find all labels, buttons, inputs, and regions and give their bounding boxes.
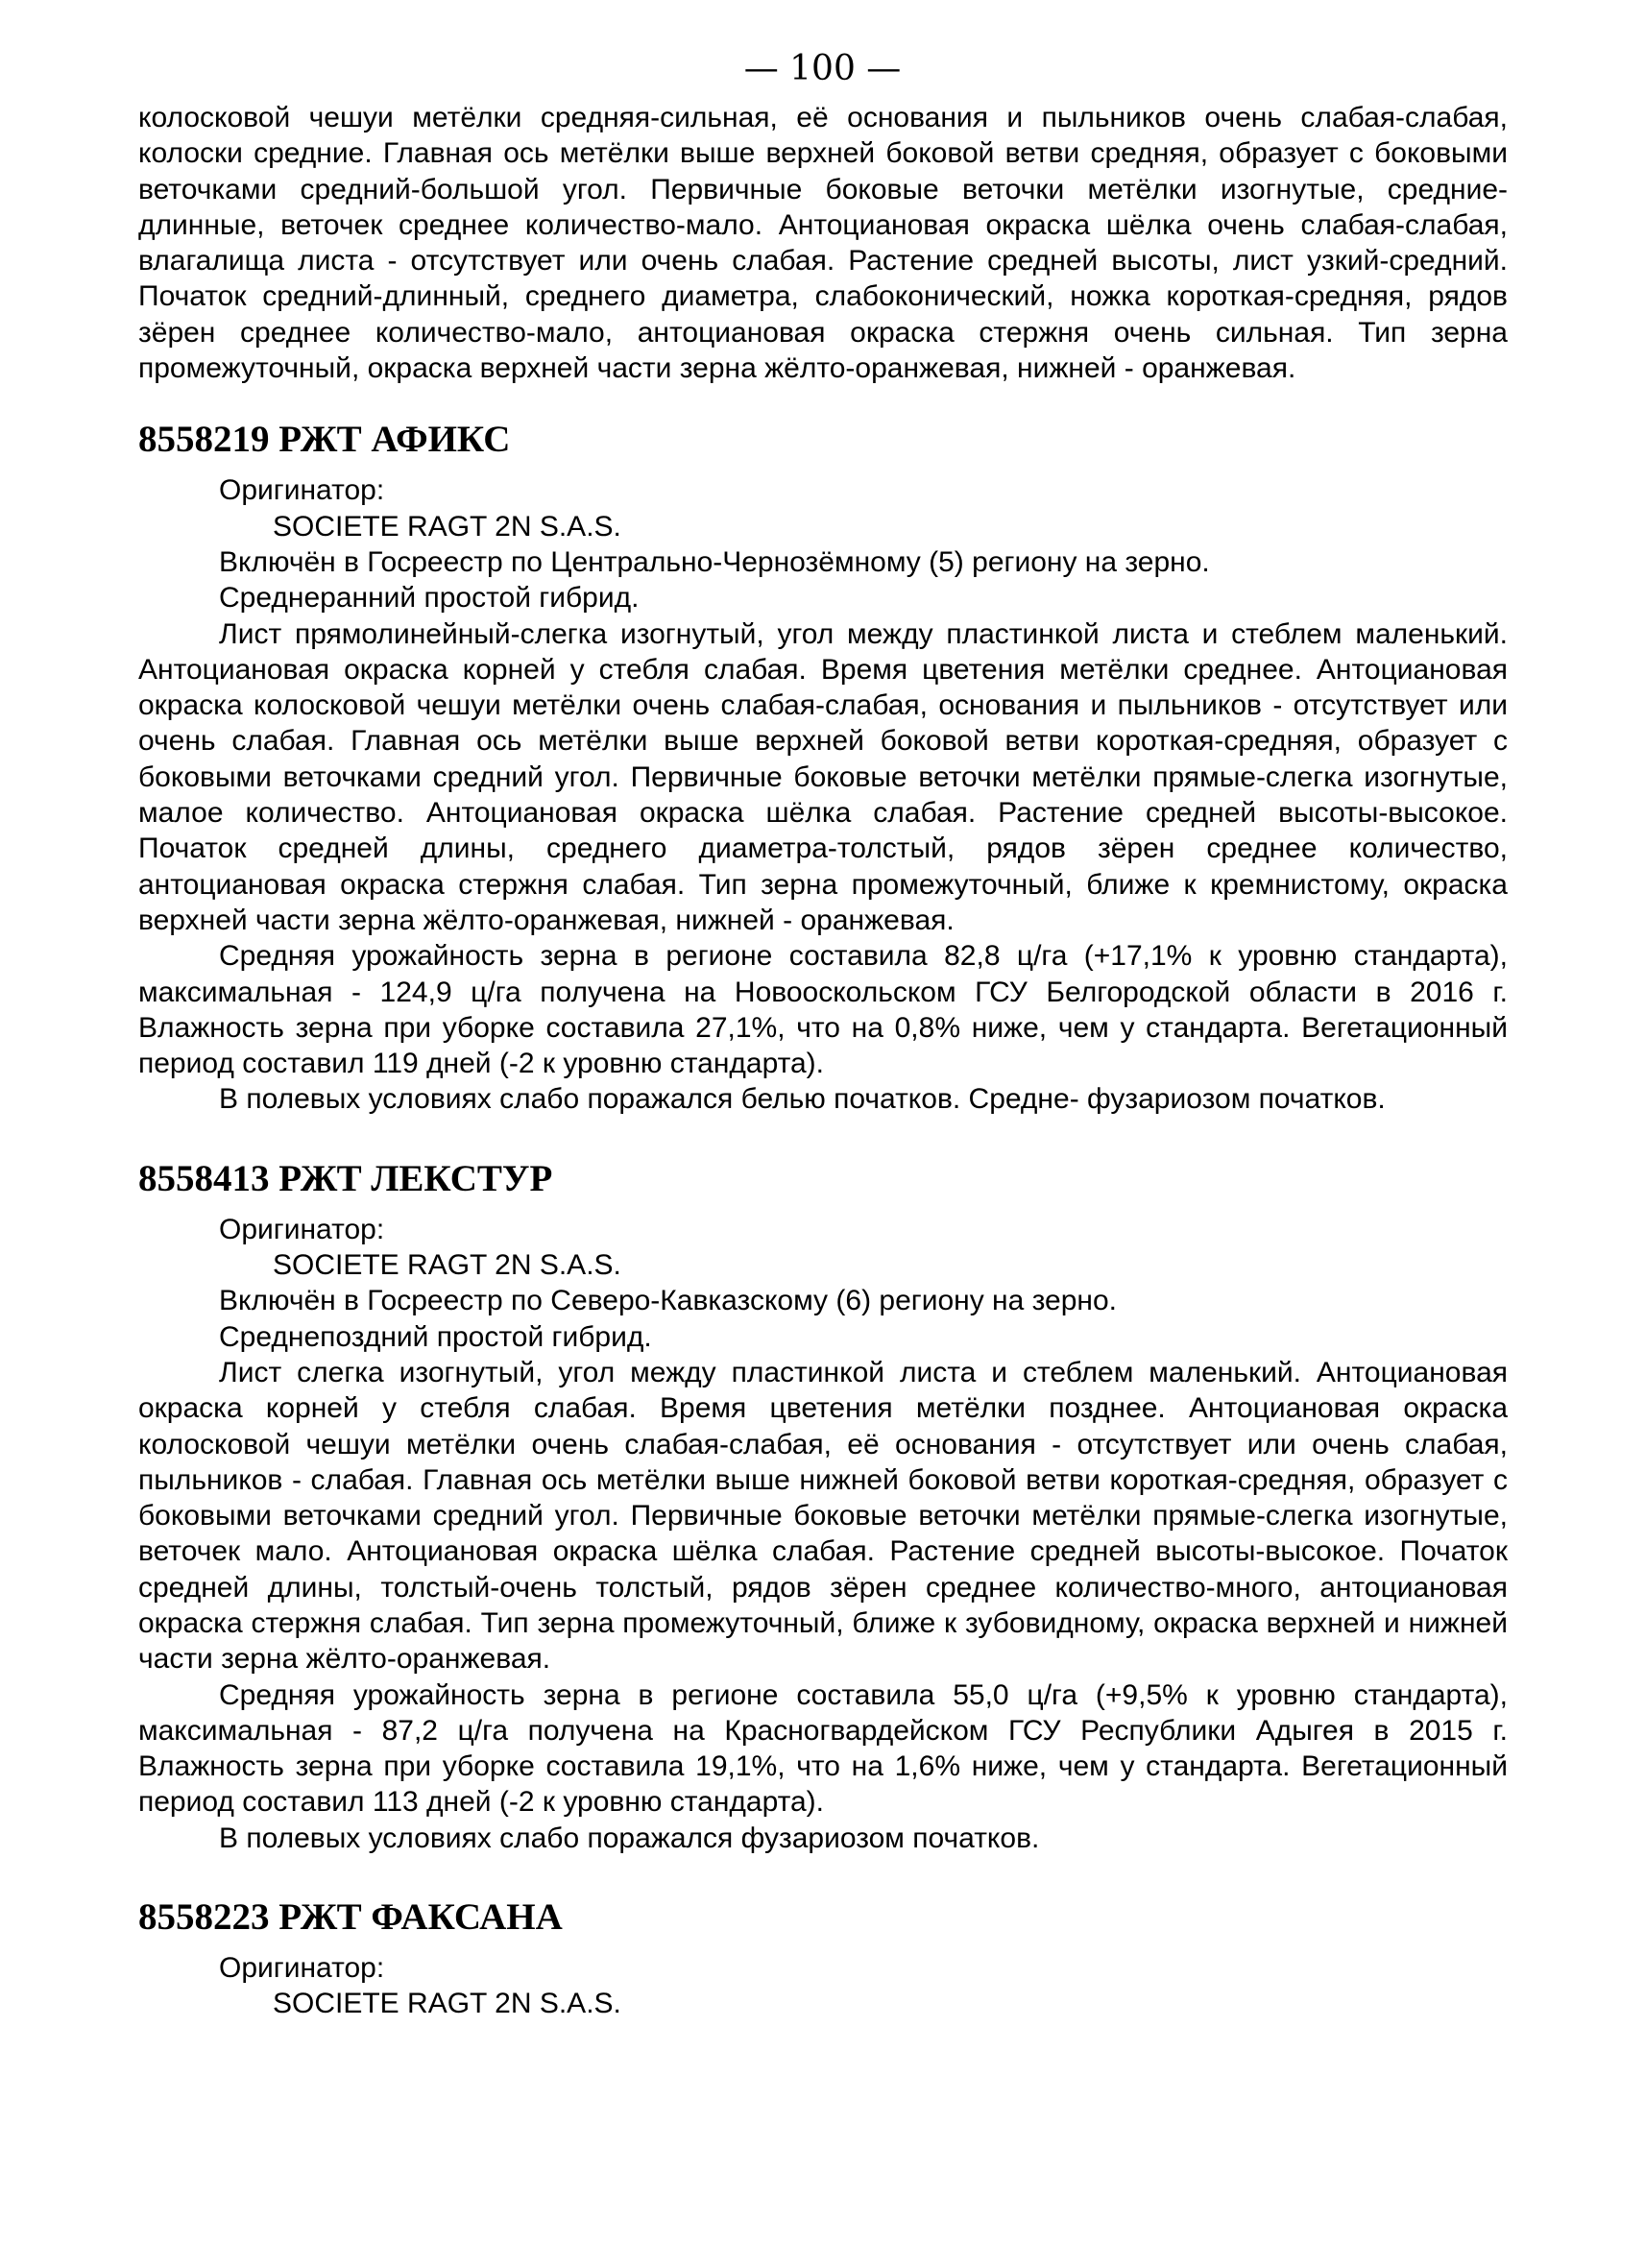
originator-label: Оригинатор: — [219, 1952, 385, 1985]
registry-info: Включён в Госреестр по Северо-Кавказскому (6) региону на зерно. — [219, 1285, 1118, 1317]
yield-paragraph: Средняя урожайность зерна в регионе составила 82,8 ц/га (+17,1% к уровню стандарта), максимальная - 124,9 ц/га получена на Новооскольском ГСУ Белгородской области в 2016 г. Влажность зерна при уборке составила 27,1%, что на 0,8% ниже, чем у стандарта. Вегетационный период составил 119 дней (-2 к уровню стандарта). — [138, 940, 1508, 1080]
entry-heading: 8558219 РЖТ АФИКС — [138, 419, 511, 461]
page-number: — 100 — — [743, 49, 902, 88]
entry-faksana — [138, 1896, 1508, 2022]
originator-name: SOCIETE RAGT 2N S.A.S. — [273, 1249, 621, 1282]
hybrid-type: Среднепоздний простой гибрид. — [219, 1320, 652, 1353]
yield-paragraph: Средняя урожайность зерна в регионе составила 55,0 ц/га (+9,5% к уровню стандарта), максимальная - 87,2 ц/га получена на Красногвардейском ГСУ Республики Адыгея в 2015 г. Влажность зерна при уборке составила 19,1%, что на 1,6% ниже, чем у стандарта. Вегетационный период составил 113 дней (-2 к уровню стандарта). — [138, 1678, 1508, 1819]
originator-label: Оригинатор: — [219, 1213, 385, 1245]
entry-heading: 8558223 РЖТ ФАКСАНА — [138, 1896, 563, 1939]
originator-name: SOCIETE RAGT 2N S.A.S. — [273, 1988, 621, 2020]
originator-name: SOCIETE RAGT 2N S.A.S. — [273, 510, 621, 543]
entry-afiks — [138, 419, 1508, 1117]
description-paragraph: Лист слегка изогнутый, угол между пластинкой листа и стеблем маленький. Антоциановая окраска корней у стебля слабая. Время цветения метёлки позднее. Антоциановая окраска колосковой чешуи метёлки очень слабая-слабая, её основания - отсутствует или очень слабая, пыльников - слабая. Главная ось метёлки выше нижней боковой ветви короткая-средняя, образует с боковыми веточками средний угол. Первичные боковые веточки метёлки прямые-слегка изогнутые, веточек мало. Антоциановая окраска шёлка слабая. Растение средней высоты-высокое. Початок средней длины, толстый-очень толстый, рядов зёрен среднее количество-много, антоциановая окраска стержня слабая. Тип зерна промежуточный, ближе к зубовидному, окраска верхней и нижней части зерна жёлто-оранжевая. — [138, 1356, 1508, 1676]
entry-lekstur — [138, 1158, 1508, 1856]
hybrid-type: Среднеранний простой гибрид. — [219, 582, 640, 615]
originator-label: Оригинатор: — [219, 474, 385, 507]
disease-paragraph: В полевых условиях слабо поражался белью початков. Средне- фузариозом початков. — [219, 1083, 1386, 1116]
entry-heading: 8558413 РЖТ ЛЕКСТУР — [138, 1157, 553, 1199]
description-paragraph: Лист прямолинейный-слегка изогнутый, угол между пластинкой листа и стеблем маленький. Антоциановая окраска корней у стебля слабая. Время цветения метёлки среднее. Антоциановая окраска колосковой чешуи метёлки очень слабая-слабая, основания и пыльников - отсутствует или очень слабая. Главная ось метёлки выше верхней боковой ветви короткая-средняя, образует с боковыми веточками средний угол. Первичные боковые веточки метёлки прямые-слегка изогнутые, малое количество. Антоциановая окраска шёлка слабая. Растение средней высоты-высокое. Початок средней длины, среднего диаметра-толстый, рядов зёрен среднее количество, антоциановая окраска стержня слабая. Тип зерна промежуточный, ближе к кремнистому, окраска верхней части зерна жёлто-оранжевая, нижней - оранжевая. — [138, 617, 1508, 936]
disease-paragraph: В полевых условиях слабо поражался фузариозом початков. — [219, 1822, 1040, 1854]
page-content — [138, 100, 1508, 2022]
registry-info: Включён в Госреестр по Центрально-Чернозёмному (5) региону на зерно. — [219, 545, 1210, 578]
intro-paragraph: колосковой чешуи метёлки средняя-сильная, её основания и пыльников очень слабая-слабая, колоски средние. Главная ось метёлки выше верхней боковой ветви средняя, образует с боковыми веточками средний-большой угол. Первичные боковые веточки метёлки изогнутые, средние-длинные, веточек среднее количество-мало. Антоциановая окраска шёлка очень слабая-слабая, влагалища листа - отсутствует или очень слабая. Растение средней высоты, лист узкий-средний. Початок средний-длинный, среднего диаметра, слабоконический, ножка короткая-средняя, рядов зёрен среднее количество-мало, антоциановая окраска стержня очень сильная. Тип зерна промежуточный, окраска верхней части зерна жёлто-оранжевая, нижней - оранжевая. — [138, 102, 1508, 385]
